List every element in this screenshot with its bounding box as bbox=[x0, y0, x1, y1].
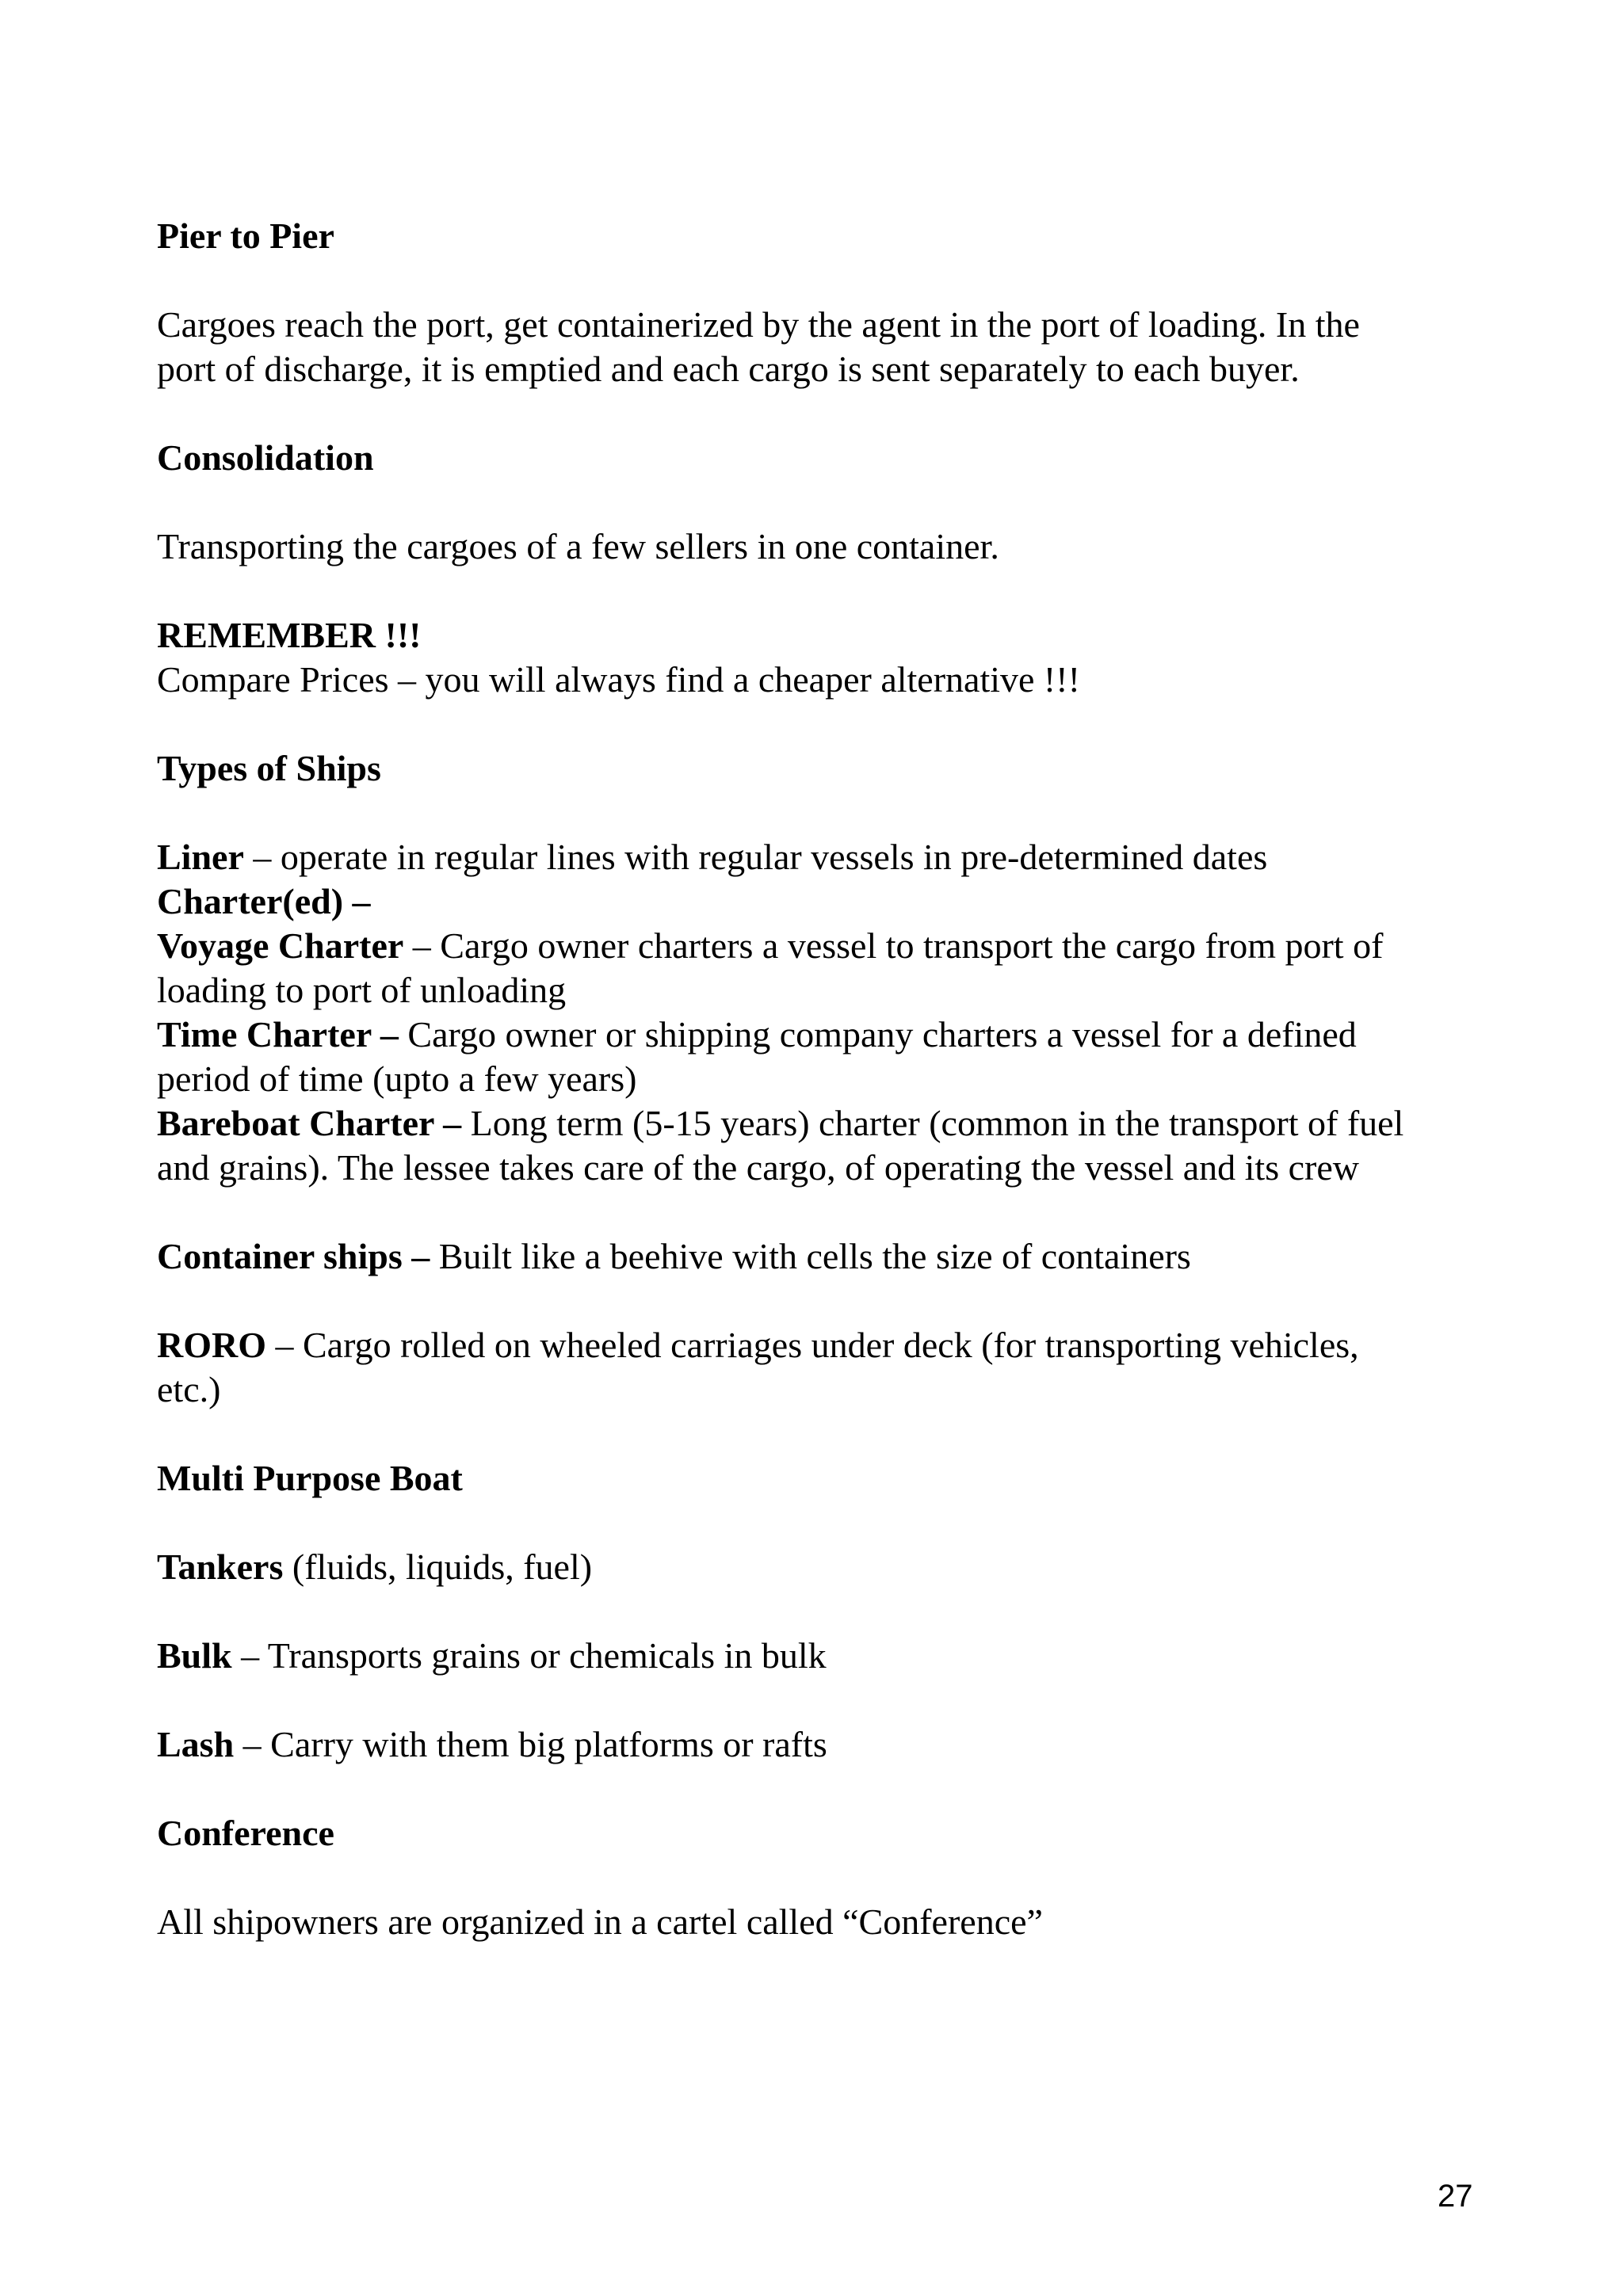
definition-roro bbox=[157, 1323, 1504, 1367]
paragraph-line: and grains). The lessee takes care of the cargo, of operating the vessel and its crew bbox=[157, 1147, 1359, 1188]
definition-text: – Carry with them big platforms or rafts bbox=[234, 1724, 827, 1764]
definition-voyage-charter bbox=[157, 924, 1504, 968]
definition-lash bbox=[157, 1722, 1504, 1767]
term-lash: Lash bbox=[157, 1724, 235, 1764]
definition-liner bbox=[157, 835, 1504, 879]
term-tankers: Tankers bbox=[157, 1547, 284, 1587]
definition-text: – operate in regular lines with regular vessels in pre-determined dates bbox=[243, 837, 1268, 877]
definition-container-ships bbox=[157, 1234, 1504, 1279]
definition-bulk bbox=[157, 1634, 1504, 1678]
paragraph-line: Transporting the cargoes of a few sellers in one container. bbox=[157, 526, 999, 566]
paragraph-line: port of discharge, it is emptied and each cargo is sent separately to each buyer. bbox=[157, 349, 1300, 389]
definition-text: (fluids, liquids, fuel) bbox=[283, 1547, 593, 1587]
term-bareboat-charter: Bareboat Charter – bbox=[157, 1103, 462, 1143]
term-time-charter: Time Charter – bbox=[157, 1014, 399, 1055]
paragraph-line: All shipowners are organized in a cartel called “Conference” bbox=[157, 1901, 1043, 1942]
term-chartered: Charter(ed) – bbox=[157, 881, 371, 921]
definition-tankers bbox=[157, 1545, 1504, 1589]
term-roro: RORO bbox=[157, 1325, 266, 1365]
definition-text: – Cargo owner charters a vessel to transport the cargo from port of bbox=[403, 925, 1384, 966]
section-heading-multi-purpose-boat: Multi Purpose Boat bbox=[157, 1458, 463, 1498]
section-heading-pier-to-pier: Pier to Pier bbox=[157, 215, 334, 256]
paragraph-line: Cargoes reach the port, get containerized by the agent in the port of loading. In the bbox=[157, 304, 1360, 345]
definition-chartered bbox=[157, 879, 1504, 924]
term-bulk: Bulk bbox=[157, 1635, 232, 1676]
paragraph-line: Compare Prices – you will always find a cheaper alternative !!! bbox=[157, 659, 1080, 700]
definition-time-charter bbox=[157, 1013, 1504, 1057]
definition-bareboat-charter bbox=[157, 1101, 1504, 1146]
paragraph-line: loading to port of unloading bbox=[157, 970, 567, 1010]
page-number: 27 bbox=[1438, 2179, 1473, 2214]
section-heading-types-of-ships: Types of Ships bbox=[157, 748, 381, 788]
definition-text: – Transports grains or chemicals in bulk bbox=[231, 1635, 827, 1676]
section-heading-consolidation: Consolidation bbox=[157, 437, 374, 478]
term-container-ships: Container ships – bbox=[157, 1236, 430, 1276]
paragraph-line: period of time (upto a few years) bbox=[157, 1058, 637, 1099]
paragraph-line: etc.) bbox=[157, 1369, 221, 1409]
term-voyage-charter: Voyage Charter bbox=[157, 925, 404, 966]
definition-text: Long term (5-15 years) charter (common in the transport of fuel bbox=[461, 1103, 1404, 1143]
definition-text: Cargo owner or shipping company charters a vessel for a defined bbox=[398, 1014, 1357, 1055]
definition-text: Built like a beehive with cells the size of containers bbox=[430, 1236, 1191, 1276]
term-liner: Liner bbox=[157, 837, 244, 877]
page-content bbox=[157, 214, 1504, 1944]
section-heading-remember: REMEMBER !!! bbox=[157, 615, 422, 655]
definition-text: – Cargo rolled on wheeled carriages under deck (for transporting vehicles, bbox=[266, 1325, 1359, 1365]
section-heading-conference: Conference bbox=[157, 1813, 334, 1853]
